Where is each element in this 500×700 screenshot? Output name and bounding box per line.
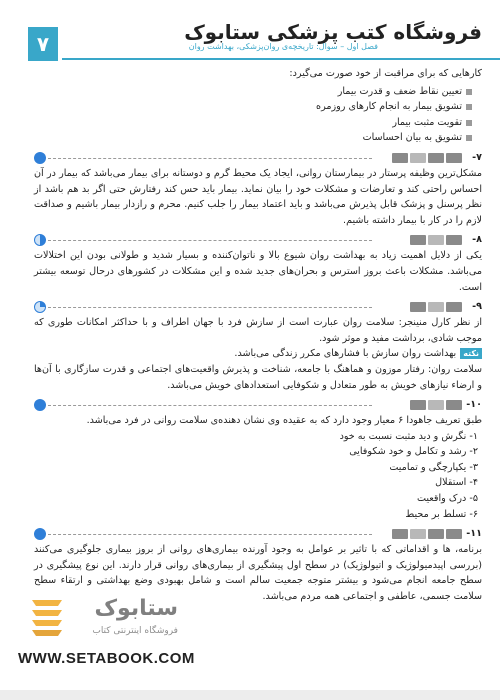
page-content xyxy=(34,66,482,605)
list-item: ۲- رشد و تکامل و خود شکوفایی xyxy=(349,446,478,458)
difficulty-circle-icon xyxy=(34,399,46,411)
question-number: ۹- xyxy=(472,301,482,313)
watermark-name: ستابوک xyxy=(94,596,178,621)
answer-text: از نظر کارل منینجر: سلامت روان عبارت است از سازش فرد با جهان اطراف و با حداکثر امکانات طوری که موجب شادی، برداشت مفید و موثر شود. xyxy=(34,317,482,344)
question-9 xyxy=(34,301,482,393)
difficulty-circle-icon xyxy=(34,152,46,164)
answer-text: یکی از دلایل اهمیت زیاد به بهداشت روان شیوع بالا و ناتوان‌کننده و بسیار شدید و طولانی بودن این اختلالات می‌باشد. مشکلات باعث بروز استرس و بحران‌های جدید شده و این مشکلات در کشورهای درحال توسعه بیشتر است. xyxy=(34,250,482,293)
book-stack-icon xyxy=(28,594,66,638)
tag-icon xyxy=(446,235,462,245)
dashed-divider xyxy=(48,534,372,535)
tag-icon xyxy=(410,235,426,245)
answer-text: مشکل‌ترین وظیفه پرستار در بیمارستان روانی، ایجاد یک محیط گرم و دوستانه برای بیمار می‌باشد که بیمار در آن احساس راحتی کند و تعارضات و مشکلات خود را بیان نماید. بیمار باید حس کند رفتارش حتی اگر بد هم باشد از نظر پرسنل و پزشک قابل پذیرش می‌باشد و باید اعتماد بیمار را جلب کنیم. محرم و رازدار بیمار باشیم و صداقت لازم را در کار با بیمار داشته باشیم. xyxy=(34,167,482,226)
question-number: ۱۰- xyxy=(466,399,482,411)
list-item: ۴- استقلال xyxy=(435,477,478,489)
dashed-divider xyxy=(48,158,372,159)
tag-icon xyxy=(446,302,462,312)
note-badge: نکته xyxy=(460,348,482,359)
list-item: ۳- یکپارچگی و تمامیت xyxy=(389,461,478,473)
difficulty-tags xyxy=(410,302,462,312)
answer-extra-text: سلامت روان: رفتار موزون و هماهنگ با جامعه، شناخت و پذیرش واقعیت‌های اجتماعی و قدرت سازگاری با آن‌ها و ارضاء نیازهای خویش به طور متعادل و شکوفایی استعدادهای خویش می‌باشد. xyxy=(34,363,482,391)
difficulty-circle-icon xyxy=(34,301,46,313)
tag-icon xyxy=(428,235,444,245)
difficulty-tags xyxy=(392,529,462,539)
question-7 xyxy=(34,152,482,228)
difficulty-circle-icon xyxy=(34,528,46,540)
question-10 xyxy=(34,399,482,522)
criteria-list xyxy=(34,429,482,523)
footer-url[interactable]: WWW.SETABOOK.COM xyxy=(18,650,195,667)
difficulty-tags xyxy=(410,235,462,245)
list-item: تقویت مثبت بیمار xyxy=(34,115,472,131)
list-item: ۱- نگرش و دید مثبت نسبت به خود xyxy=(339,430,478,442)
tag-icon xyxy=(410,302,426,312)
note-block xyxy=(34,346,482,362)
question-header xyxy=(34,301,482,315)
list-item: تشویق به بیان احساسات xyxy=(34,130,472,146)
difficulty-circle-icon xyxy=(34,234,46,246)
page-header xyxy=(0,0,500,62)
dashed-divider xyxy=(48,307,372,308)
tag-icon xyxy=(446,153,462,163)
note-text: بهداشت روان سازش با فشارهای مکرر زندگی می‌باشد. xyxy=(234,348,457,360)
watermark-tagline: فروشگاه اینترنتی کتاب xyxy=(92,626,178,636)
tag-icon xyxy=(410,153,426,163)
list-item: ۶- تسلط بر محیط xyxy=(405,508,478,520)
self-care-list xyxy=(34,84,482,146)
dashed-divider xyxy=(48,240,372,241)
chapter-subtitle: فصل اول – سوال: تاریخچه‌ی روان‌پزشکی، بهداشت روان xyxy=(188,42,378,51)
header-divider xyxy=(62,58,500,60)
answer-text: برنامه، ها و اقداماتی که با تاثیر بر عوامل به وجود آورنده بیماری‌های روانی از بروز بیماری جلوگیری می‌کنند (بررسی اپیدمیولوژیک و اتیولوژیک) در سطح اول پیشگیری از بیماری‌های روانی قرار دارند. این نوع پیشگیری در سطح جامعه انجام می‌شود و بیشتر متوجه جمعیت سالم است و شامل بهبودی وضع بهداشتی و ارتقاء سطح سلامت جسمی، عاطفی و اجتماعی همه مردم می‌باشد. xyxy=(34,544,482,603)
tag-icon xyxy=(428,153,444,163)
difficulty-tags xyxy=(410,400,462,410)
tag-icon xyxy=(428,529,444,539)
page-footer xyxy=(0,636,500,700)
tag-icon xyxy=(446,400,462,410)
dashed-divider xyxy=(48,405,372,406)
answer-text: طبق تعریف جاهودا ۶ معیار وجود دارد که به عقیده وی نشان دهنده‌ی سلامت روانی در فرد می‌باشد. xyxy=(86,415,482,427)
question-8 xyxy=(34,234,482,295)
tag-icon xyxy=(428,302,444,312)
intro-lead: کارهایی که برای مراقبت از خود صورت می‌گیرد: xyxy=(289,68,482,79)
tag-icon xyxy=(410,400,426,410)
tag-icon xyxy=(410,529,426,539)
question-number: ۱۱- xyxy=(466,528,482,540)
question-number: ۷- xyxy=(472,151,482,163)
tag-icon xyxy=(392,529,408,539)
question-header xyxy=(34,399,482,413)
difficulty-tags xyxy=(392,153,462,163)
tag-icon xyxy=(446,529,462,539)
list-item: تعیین نقاط ضعف و قدرت بیمار xyxy=(34,84,472,100)
tag-icon xyxy=(428,400,444,410)
list-item: ۵- درک واقعیت xyxy=(416,493,478,505)
question-header xyxy=(34,152,482,166)
question-header xyxy=(34,234,482,248)
page-title: فروشگاه کتب پزشکی ستابوک xyxy=(184,20,482,44)
list-item: تشویق بیمار به انجام کارهای روزمره xyxy=(34,99,472,115)
footer-bar xyxy=(0,690,500,700)
question-header xyxy=(34,528,482,542)
tag-icon xyxy=(392,153,408,163)
page-number-badge: ۷ xyxy=(28,27,58,61)
question-number: ۸- xyxy=(472,234,482,246)
